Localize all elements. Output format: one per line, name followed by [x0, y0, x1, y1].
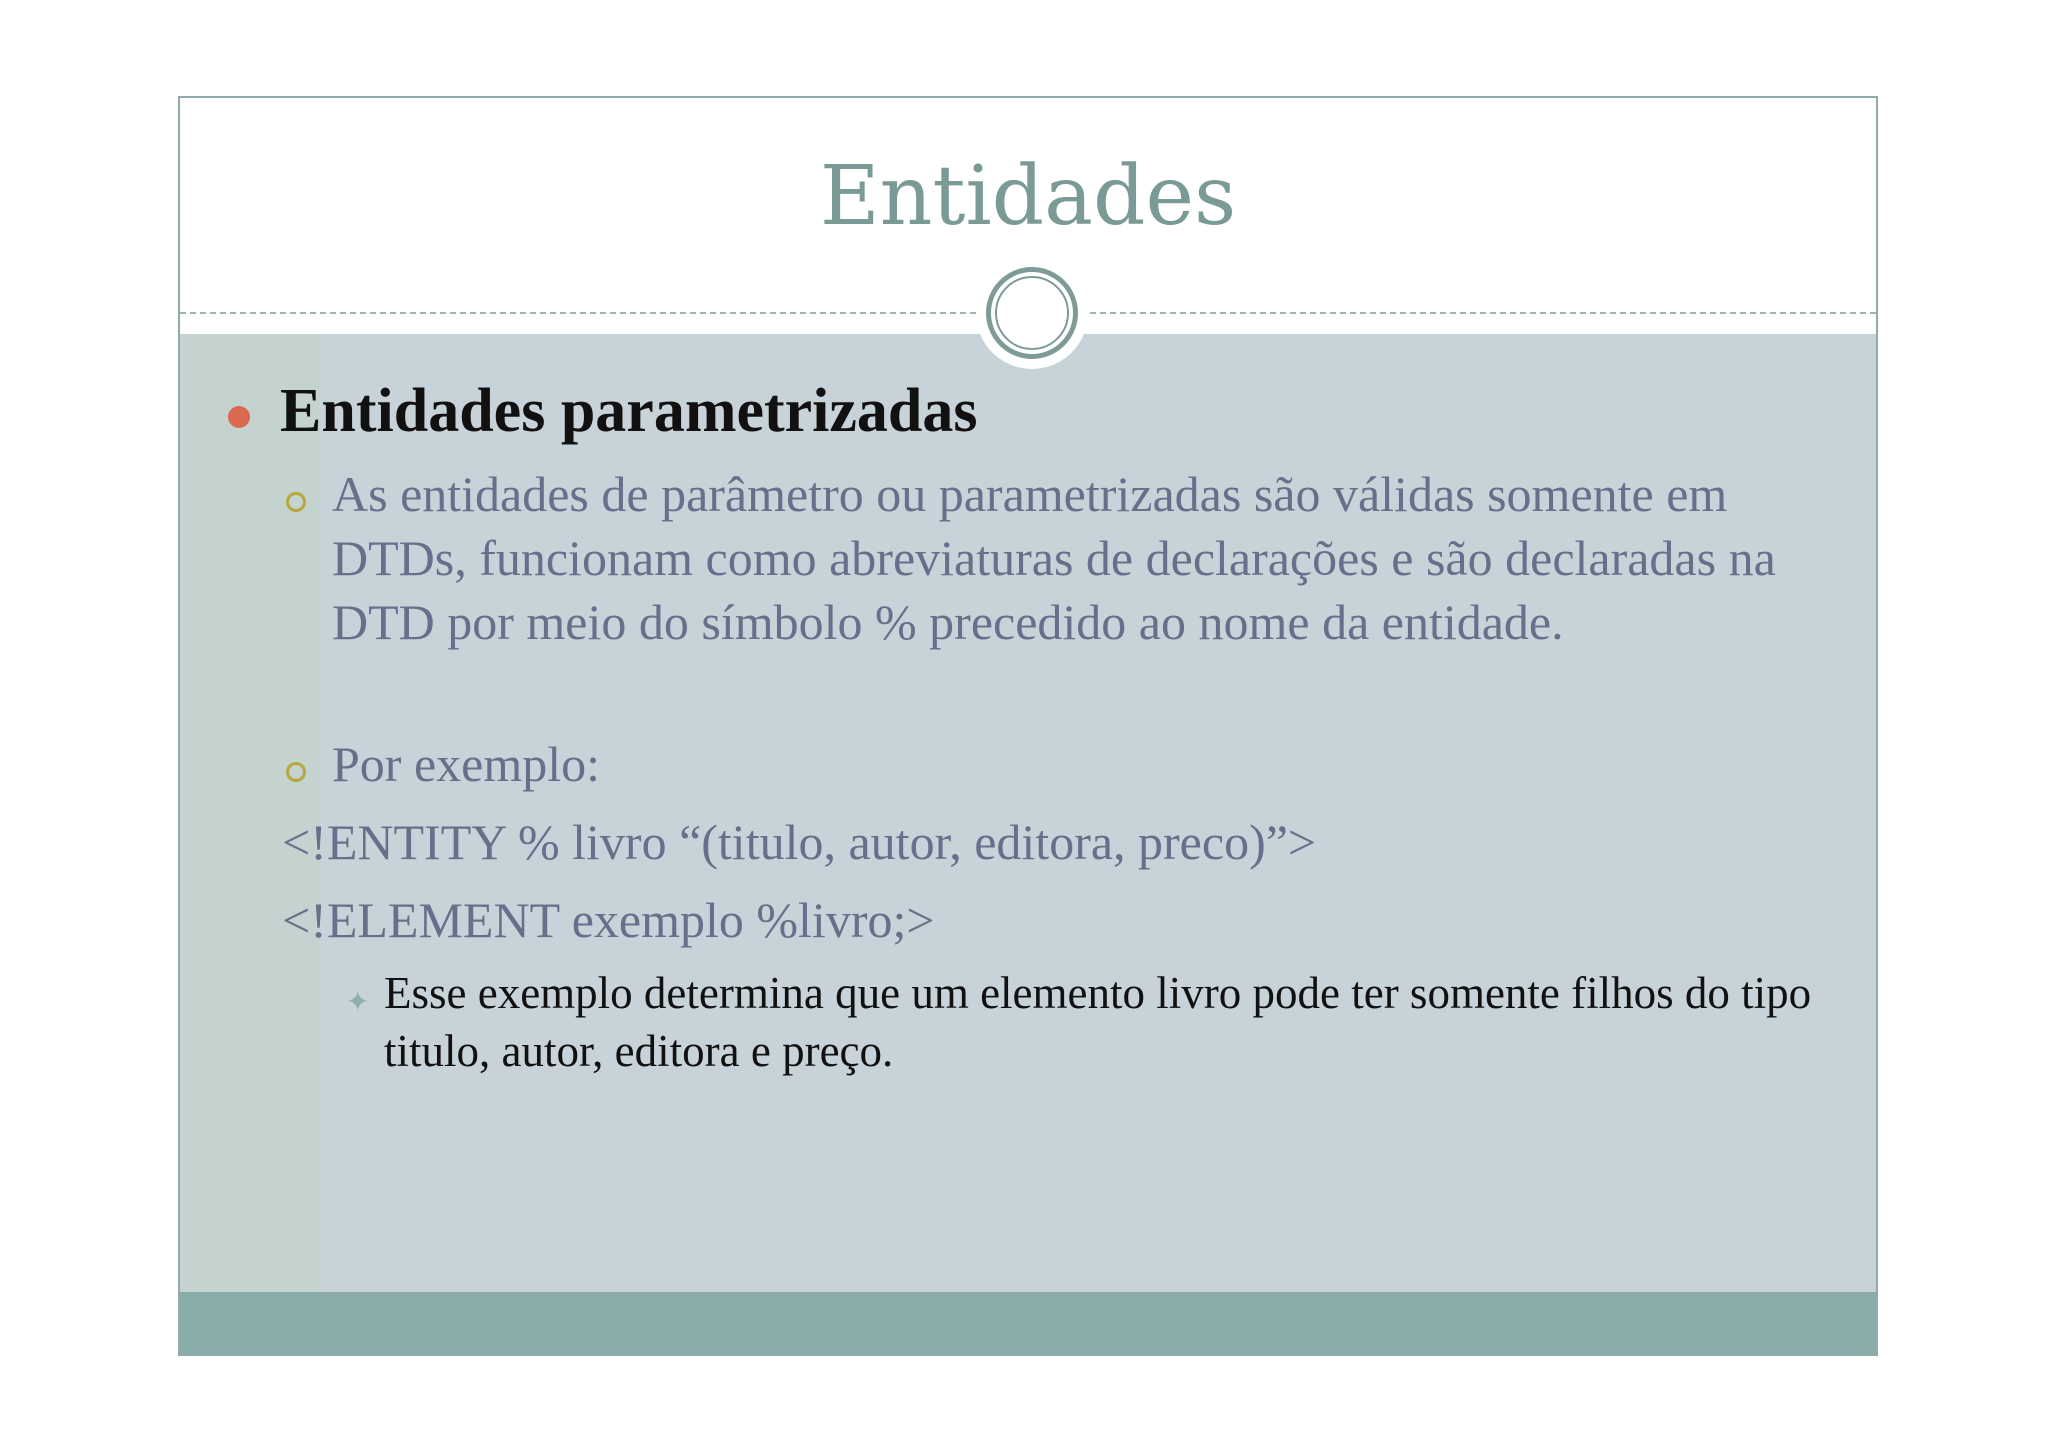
slide-title: Entidades	[819, 149, 1237, 244]
filled-circle-icon	[228, 406, 250, 428]
code-line-element: <!ELEMENT exemplo %livro;>	[282, 892, 935, 948]
slide	[178, 96, 1878, 1356]
bullet-definition: As entidades de parâmetro ou parametrizadas são válidas somente em DTDs, funcionam como abreviaturas de declarações e são declaradas na DTD por meio do símbolo % precedido ao nome da entidade.	[332, 466, 1776, 650]
sub-bullet-explanation: Esse exemplo determina que um elemento livro pode ter somente filhos do tipo titulo, autor, editora e preço.	[384, 968, 1812, 1076]
ring-icon	[286, 492, 306, 512]
star-icon: ✦	[346, 985, 370, 1018]
footer-band	[180, 1292, 1876, 1354]
double-ring-icon	[986, 267, 1078, 359]
slide-heading: Entidades parametrizadas	[280, 377, 978, 445]
ring-icon	[286, 762, 306, 782]
code-line-entity: <!ENTITY % livro “(titulo, autor, editora, preco)”>	[282, 814, 1317, 870]
bullet-example-label: Por exemplo:	[332, 736, 601, 792]
title-ornament	[976, 257, 1088, 369]
